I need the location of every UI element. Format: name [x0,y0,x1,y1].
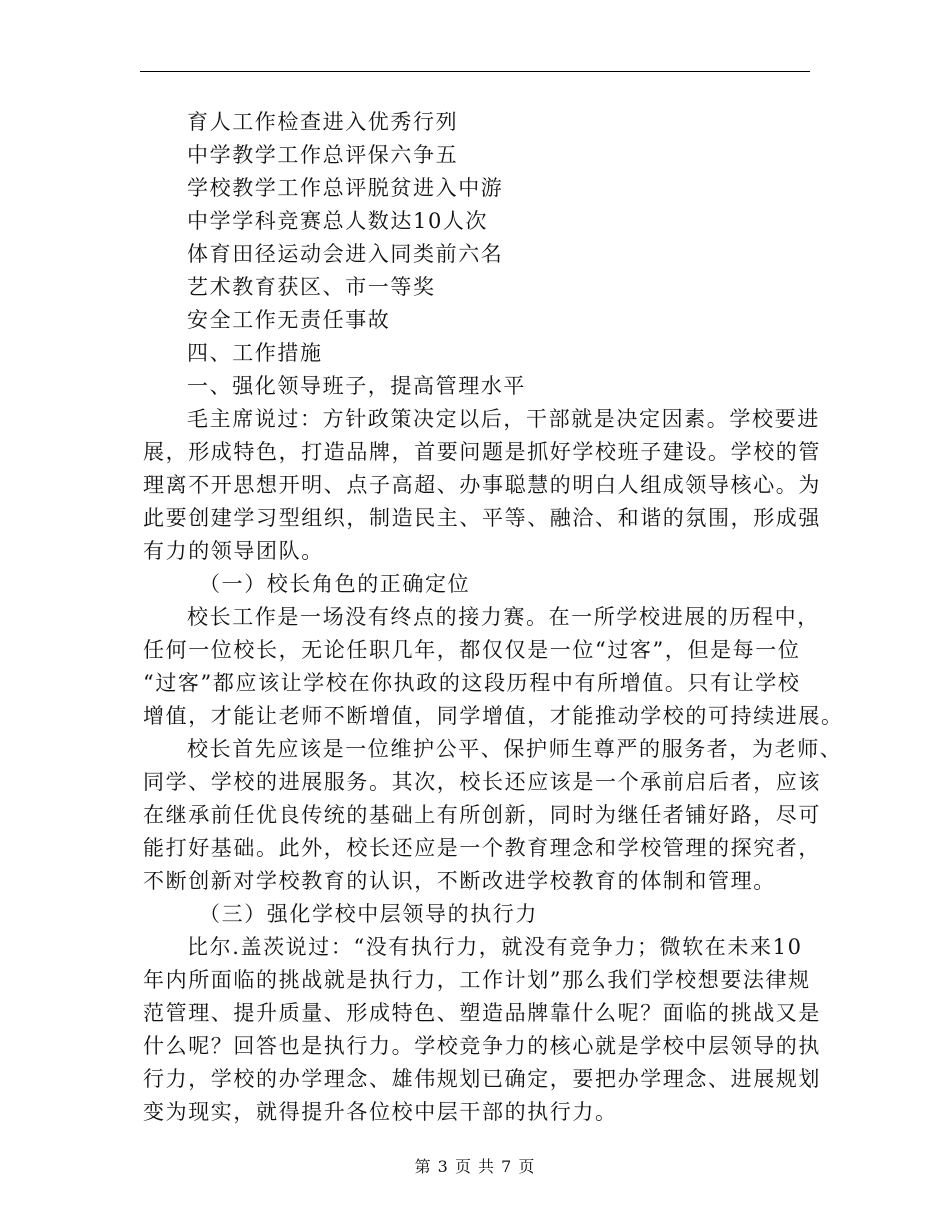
section-heading: 四、工作措施 [187,341,323,365]
page-number-footer: 第 3 页 共 7 页 [414,1157,536,1176]
paragraph-line: 有力的领导团队。 [143,539,324,563]
paragraph-line: 毛主席说过：方针政策决定以后，干部就是决定因素。学校要进 [187,407,820,431]
paragraph-line: 学校教学工作总评脱贫进入中游 [187,176,504,200]
paragraph-line: 此要创建学习型组织，制造民主、平等、融洽、和谐的氛围，形成强 [143,506,821,530]
paragraph-line: 中学学科竞赛总人数达10人次 [187,209,489,233]
document-body [143,106,844,1129]
paragraph-line: 在继承前任优良传统的基础上有所创新，同时为继任者铺好路，尽可 [143,803,821,827]
paragraph-line: 理离不开思想开明、点子高超、办事聪慧的明白人组成领导核心。为 [143,473,821,497]
paragraph-line: 变为现实，就得提升各位校中层干部的执行力。 [143,1100,618,1124]
paragraph-line: 能打好基础。此外，校长还应是一个教育理念和学校管理的探究者， [143,836,821,860]
subsection-heading: （一）校长角色的正确定位 [199,572,471,596]
paragraph-line: 行力，学校的办学理念、雄伟规划已确定，要把办学理念、进展规划 [143,1067,821,1091]
paragraph-line: 艺术教育获区、市一等奖 [187,275,436,299]
subsection-heading: （三）强化学校中层领导的执行力 [199,902,538,926]
subsection-heading: 一、强化领导班子，提高管理水平 [187,374,526,398]
paragraph-line: 什么呢？回答也是执行力。学校竞争力的核心就是学校中层领导的执 [143,1034,821,1058]
paragraph-line: 校长工作是一场没有终点的接力赛。在一所学校进展的历程中， [187,605,820,629]
paragraph-line: 展，形成特色，打造品牌，首要问题是抓好学校班子建设。学校的管 [143,440,821,464]
paragraph-line: 安全工作无责任事故 [187,308,391,332]
header-rule [140,71,810,72]
paragraph-line: 校长首先应该是一位维护公平、保护师生尊严的服务者，为老师、 [187,737,843,761]
paragraph-line: 增值，才能让老师不断增值，同学增值，才能推动学校的可持续进展。 [143,704,844,728]
paragraph-line: 范管理、提升质量、形成特色、塑造品牌靠什么呢？面临的挑战又是 [143,1001,821,1025]
paragraph-line: 育人工作检查进入优秀行列 [187,110,459,134]
paragraph-line: 任何一位校长，无论任职几年，都仅仅是一位“过客”，但是每一位 [143,638,801,662]
paragraph-line: 体育田径运动会进入同类前六名 [187,242,504,266]
paragraph-line: “过客”都应该让学校在你执政的这段历程中有所增值。只有让学校 [143,671,801,695]
paragraph-line: 年内所面临的挑战就是执行力，工作计划”那么我们学校想要法律规 [143,968,811,992]
paragraph-line: 比尔.盖茨说过：“没有执行力，就没有竞争力；微软在未来10 [187,935,803,959]
paragraph-line: 不断创新对学校教育的认识，不断改进学校教育的体制和管理。 [143,869,776,893]
paragraph-line: 同学、学校的进展服务。其次，校长还应该是一个承前启后者，应该 [143,770,821,794]
paragraph-line: 中学教学工作总评保六争五 [187,143,459,167]
